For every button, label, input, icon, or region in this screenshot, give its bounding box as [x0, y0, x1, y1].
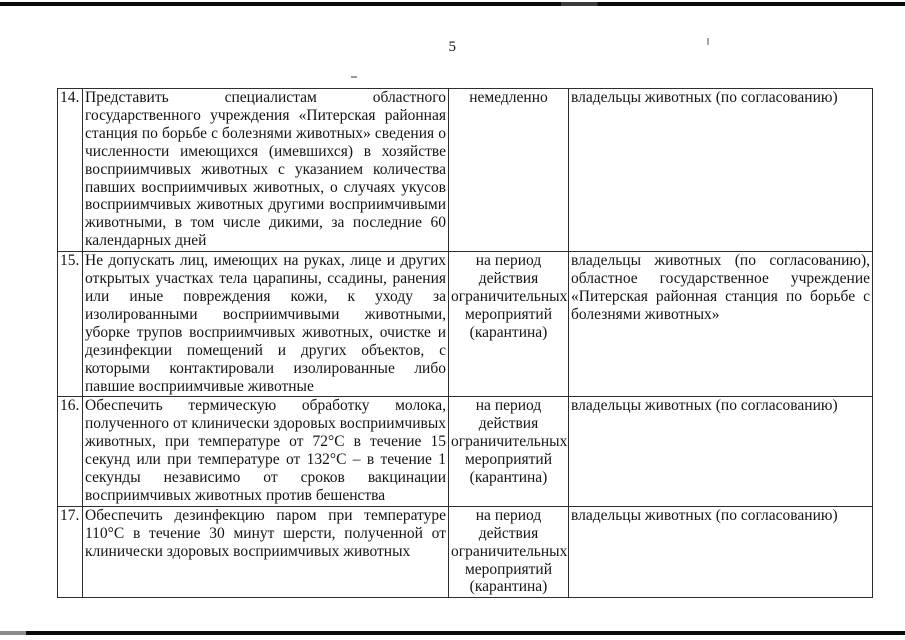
measure-cell: Обеспечить дезинфекцию паром при температуре 110°С в течение 30 минут шерсти, полученной от клинически здоровых восприимчивых животных — [83, 506, 449, 598]
measure-cell: Обеспечить термическую обработку молока, полученного от клинически здоровых восприимчивых животных, при температуре от 72°С в течение 15 секунд или при температуре от 132°С – в течение 1 секунды независимо от сроков вакцинации восприимчивых животных против бешенства — [83, 397, 449, 506]
row-number-cell: 17. — [58, 506, 83, 598]
responsible-cell: владельцы животных (по согласованию) — [569, 397, 873, 506]
row-number-cell: 15. — [58, 252, 83, 397]
measures-table — [57, 88, 873, 598]
term-cell: на период действия ограничительных мероприятий (карантина) — [449, 397, 569, 506]
table-row — [58, 89, 873, 252]
page-number: 5 — [448, 39, 457, 55]
scan-artifact-dash — [351, 76, 357, 78]
row-number-cell: 14. — [58, 89, 83, 252]
responsible-cell: владельцы животных (по согласованию) — [569, 506, 873, 598]
table-row — [58, 252, 873, 397]
top-border-line — [0, 2, 905, 6]
measure-cell: Не допускать лиц, имеющих на руках, лице и других открытых участках тела царапины, ссадины, ранения или иные повреждения кожи, к уходу за изолированными восприимчивыми животными, уборке трупов восприимчивых животных, очистке и дезинфекции помещений и других объектов, с которыми контактировали изолированные либо павшие восприимчивые животные — [83, 252, 449, 397]
row-number-cell: 16. — [58, 397, 83, 506]
term-cell: на период действия ограничительных мероприятий (карантина) — [449, 252, 569, 397]
term-cell: на период действия ограничительных мероприятий (карантина) — [449, 506, 569, 598]
table-row — [58, 397, 873, 506]
table-row — [58, 506, 873, 598]
term-cell: немедленно — [449, 89, 569, 252]
responsible-cell: владельцы животных (по согласованию), областное государственное учреждение «Питерская районная станция по борьбе с болезнями животных» — [569, 252, 873, 397]
scan-artifact-tick — [707, 38, 709, 45]
responsible-cell: владельцы животных (по согласованию) — [569, 89, 873, 252]
measure-cell: Представить специалистам областного государственного учреждения «Питерская районная станция по борьбе с болезнями животных» сведения о численности имеющихся (имевшихся) в хозяйстве восприимчивых животных с указанием количества павших восприимчивых животных, о случаях укусов восприимчивых животных другими восприимчивыми животными, в том числе дикими, за последние 60 календарных дней — [83, 89, 449, 252]
bottom-border-line — [0, 631, 905, 635]
